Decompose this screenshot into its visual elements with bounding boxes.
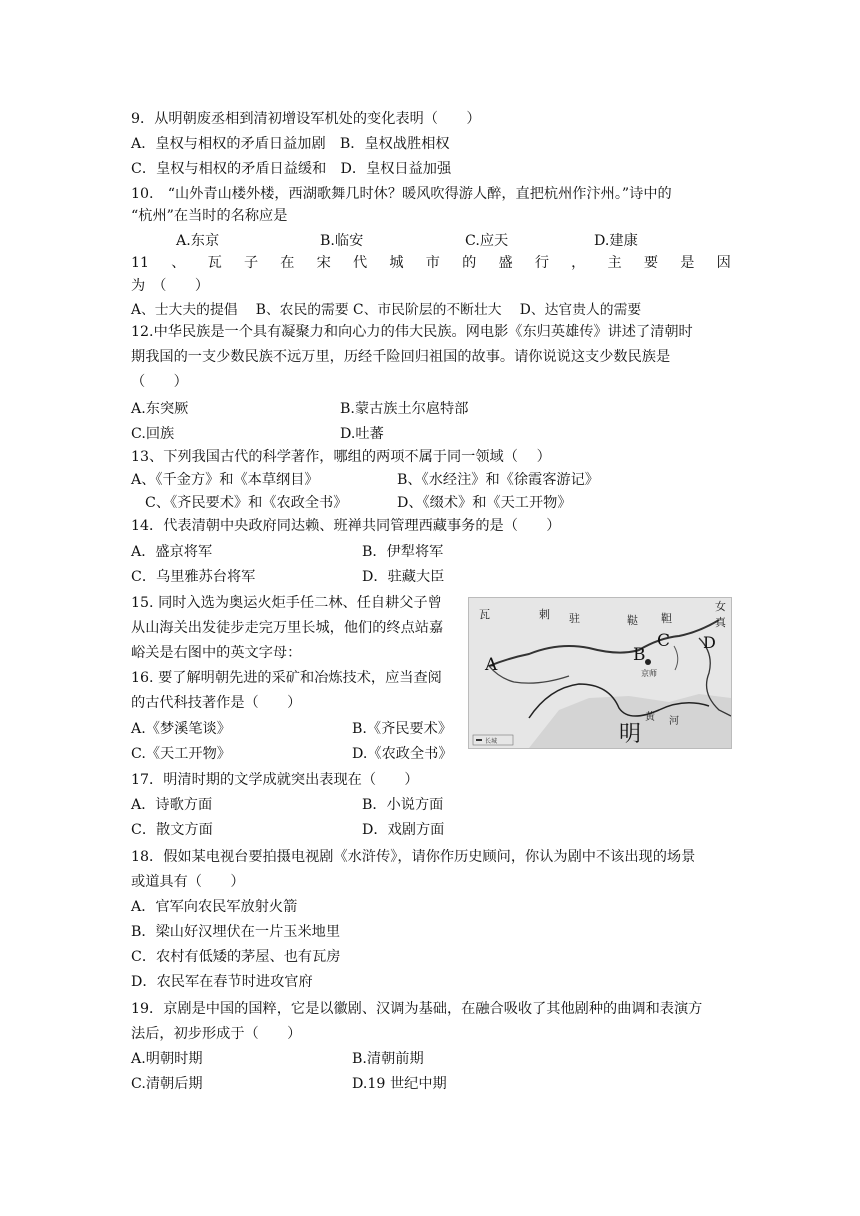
q17-option-d: D．戏剧方面 [362,822,445,838]
q11-char: ， [571,255,586,271]
map-letter-d: D [703,633,716,652]
q12-option-c: C.回族 [131,426,175,442]
q13-option-a: A、《千金方》和《本草纲目》 [131,472,319,488]
q17-stem: 17．明清时期的文学成就突出表现在（ ） [131,772,419,788]
q11-char: 瓦 [207,255,222,271]
q18-option-a: A．官军向农民军放射火箭 [131,899,298,915]
q11-char: 、 [171,255,186,271]
q12-stem-line2: 期我国的一支少数民族不远万里，历经千险回归祖国的故事。请你说说这支少数民族是 [131,349,671,365]
q11-char: 行 [534,255,550,271]
q14-option-c: C．乌里雅苏台将军 [131,569,256,585]
q18-option-c: C．农村有低矮的茅屋、也有瓦房 [131,949,341,965]
q9-options-cd: C．皇权与相权的矛盾日益缓和 D．皇权日益加强 [131,161,452,177]
map-figure [468,597,732,749]
q19-stem-line2: 法后，初步形成于（ ） [131,1026,302,1042]
map-label-wala-2: 剌 [539,608,550,621]
map-letter-c: C [657,631,671,651]
q11-char: 市 [425,255,440,271]
q10-stem-line2: “杭州”在当时的名称应是 [131,208,288,224]
q19-stem-line1: 19．京剧是中国的国粹，它是以徽剧、汉调为基础，在融合吸收了其他剧种的曲调和表演方 [131,1001,703,1017]
q11-stem-line1 [131,253,731,273]
q14-option-a: A．盛京将军 [131,544,213,560]
q12-stem-line3: （ ） [131,374,188,390]
map-label-capital: 京师 [641,669,657,678]
q11-char: 城 [389,255,404,271]
capital-marker [645,659,651,665]
q17-option-a: A．诗歌方面 [131,797,213,813]
map-legend-label: 长城 [485,738,498,745]
q15-stem-line1: 15. 同时入选为奥运火炬手任二林、任自耕父子曾 [131,595,442,611]
q19-option-d: D.19 世纪中期 [352,1076,447,1092]
q11-char: 宋 [316,255,331,271]
q11-char: 因 [716,255,731,271]
q11-stem-line2: 为 （ ） [131,278,210,294]
q15-stem-line2: 从山海关出发徒步走完万里长城，他们的终点站嘉 [131,620,444,636]
map-letter-a: A [485,655,498,675]
q10-option-c: C.应天 [465,233,509,249]
q12-stem-line1: 12.中华民族是一个具有凝聚力和向心力的伟大民族。网电影《东归英雄传》讲述了清朝时 [131,324,693,340]
q14-stem: 14．代表清朝中央政府同达赖、班禅共同管理西藏事务的是（ ） [131,518,561,534]
q12-option-b: B.蒙古族土尔扈特部 [340,401,469,417]
q18-option-b: B．梁山好汉埋伏在一片玉米地里 [131,924,341,940]
q16-stem-line1: 16. 要了解明朝先进的采矿和冶炼技术，应当查阅 [131,670,442,686]
q18-stem-line2: 或道具有（ ） [131,874,245,890]
q19-option-b: B.清朝前期 [352,1051,424,1067]
q14-option-b: B．伊犁将军 [362,544,444,560]
q9-stem: 9．从明朝废丞相到清初增设军机处的变化表明（ ） [131,111,481,127]
q18-stem-line1: 18．假如某电视台要拍摄电视剧《水浒传》，请你作历史顾问，你认为剧中不该出现的场景 [131,849,696,865]
q11-char: 的 [462,255,477,271]
map-label-nuzhen-1: 女 [715,600,726,613]
q16-option-b: B.《齐民要术》 [352,721,453,737]
q10-stem-line1: 10. “山外青山楼外楼，西湖歌舞几时休？暖风吹得游人醉，直把杭州作汴州。”诗中的 [131,186,672,202]
q19-option-c: C.清朝后期 [131,1076,203,1092]
map-label-wala-1: 瓦 [479,608,490,621]
q15-stem-line3: 峪关是右图中的英文字母： [131,645,302,661]
q9-options-ab: A．皇权与相权的矛盾日益加剧 B．皇权战胜相权 [131,136,450,152]
q13-option-b: B、《水经注》和《徐霞客游记》 [397,472,599,488]
q11-options: A、士大夫的提倡 B、农民的需要 C、市民阶层的不断壮大 D、达官贵人的需要 [131,302,642,318]
q10-option-d: D.建康 [594,233,638,249]
map-label-river-2: 河 [669,716,679,727]
q16-stem-line2: 的古代科技著作是（ ） [131,695,302,711]
map-label-dada-2: 鞑 [627,614,638,627]
q16-option-d: D.《农政全书》 [352,746,453,762]
q11-char: 要 [643,255,659,271]
map-letter-b: B [633,645,646,665]
q11-char: 11 [131,255,150,271]
q11-char: 代 [353,255,368,271]
q16-option-c: C.《天工开物》 [131,746,231,762]
q10-option-a: A.东京 [176,233,220,249]
q16-option-a: A.《梦溪笔谈》 [131,721,231,737]
q12-option-d: D.吐蕃 [340,426,384,442]
q17-option-b: B．小说方面 [362,797,444,813]
map-label-dada-3: 靼 [661,612,672,625]
q19-option-a: A.明朝时期 [131,1051,203,1067]
q11-char: 子 [243,255,259,271]
q17-option-c: C．散文方面 [131,822,213,838]
map-label-nuzhen-2: 真 [715,616,726,629]
q13-stem: 13、下列我国古代的科学著作，哪组的两项不属于同一领域（ ） [131,449,551,465]
q11-char: 主 [607,255,622,271]
q10-option-b: B.临安 [320,233,364,249]
q11-char: 盛 [498,255,513,271]
q13-option-d: D、《缀术》和《天工开物》 [397,495,572,511]
map-graphic [469,598,731,748]
q13-option-c: C、《齐民要术》和《农政全书》 [145,495,348,511]
q14-option-d: D．驻藏大臣 [362,569,445,585]
q11-char: 在 [280,255,295,271]
q18-option-d: D．农民军在春节时进攻官府 [131,974,313,990]
q11-char: 是 [680,255,695,271]
q12-option-a: A.东突厥 [131,401,189,417]
map-label-ming: 明 [619,722,642,747]
map-label-river-1: 黄 [645,712,655,723]
map-label-dada-1: 驻 [569,612,580,625]
